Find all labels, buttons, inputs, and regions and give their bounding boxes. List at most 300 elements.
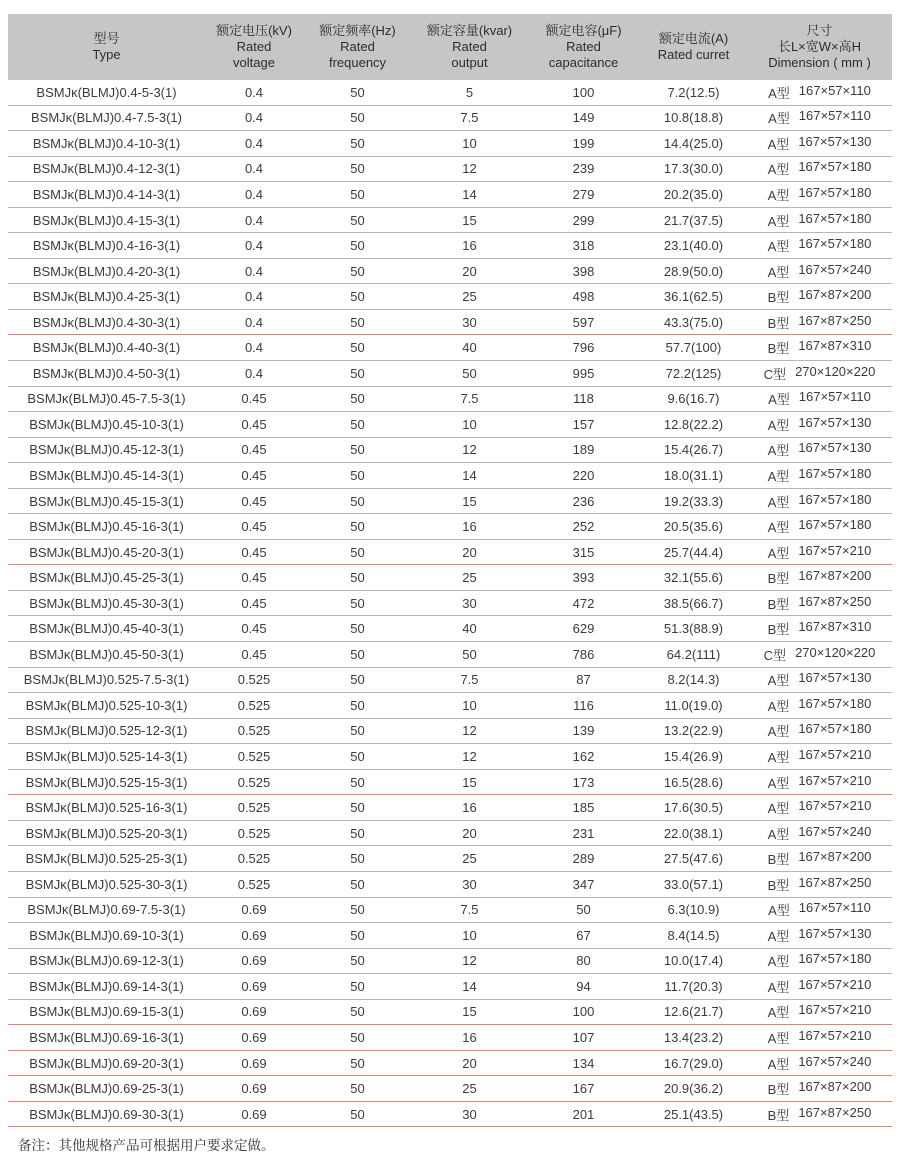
table-row xyxy=(8,642,892,668)
table-row xyxy=(8,1000,892,1026)
cell-type: BSMJĸ(BLMJ)0.525-25-3(1) xyxy=(25,851,188,867)
case-type-label: A型 xyxy=(767,468,790,484)
cell-current: 17.3(30.0) xyxy=(663,161,724,177)
table-row xyxy=(8,974,892,1000)
cell-voltage: 0.69 xyxy=(241,1081,267,1097)
cell-type: BSMJĸ(BLMJ)0.4-7.5-3(1) xyxy=(31,110,182,126)
case-type-label: B型 xyxy=(767,341,790,357)
table-row xyxy=(8,949,892,975)
cell-freq: 50 xyxy=(350,825,365,841)
case-type-label: A型 xyxy=(767,239,790,255)
cell-current: 15.4(26.9) xyxy=(663,748,724,764)
cell-output: 30 xyxy=(462,876,477,892)
table-row xyxy=(8,259,892,285)
dimension-value: 167×57×210 xyxy=(798,1002,872,1018)
cell-voltage: 0.69 xyxy=(241,927,267,943)
cell-freq: 50 xyxy=(350,1004,365,1020)
cell-dimension xyxy=(747,1028,892,1047)
cell-cap: 796 xyxy=(572,340,595,356)
cell-current: 20.2(35.0) xyxy=(663,186,724,202)
cell-voltage: 0.525 xyxy=(237,851,271,867)
cell-dimension xyxy=(747,747,892,766)
cell-output: 25 xyxy=(462,289,477,305)
cell-freq: 50 xyxy=(350,238,365,254)
case-type-label: A型 xyxy=(767,826,790,842)
cell-type: BSMJĸ(BLMJ)0.45-20-3(1) xyxy=(29,544,184,560)
cell-current: 72.2(125) xyxy=(665,365,722,381)
cell-current: 8.4(14.5) xyxy=(667,927,720,943)
cell-cap: 299 xyxy=(572,212,595,228)
cell-cap: 139 xyxy=(572,723,595,739)
cell-current: 16.5(28.6) xyxy=(663,774,724,790)
cell-dimension xyxy=(747,543,892,562)
cell-voltage: 0.4 xyxy=(244,186,264,202)
table-row xyxy=(8,412,892,438)
cell-freq: 50 xyxy=(350,927,365,943)
table-row xyxy=(8,693,892,719)
spec-table xyxy=(8,14,892,1154)
table-row xyxy=(8,157,892,183)
table-row xyxy=(8,821,892,847)
cell-type: BSMJĸ(BLMJ)0.4-5-3(1) xyxy=(36,84,177,100)
case-type-label: A型 xyxy=(767,1005,790,1021)
cell-voltage: 0.45 xyxy=(241,544,267,560)
cell-cap: 315 xyxy=(572,544,595,560)
cell-output: 15 xyxy=(462,212,477,228)
cell-current: 20.9(36.2) xyxy=(663,1081,724,1097)
cell-current: 28.9(50.0) xyxy=(663,263,724,279)
dimension-value: 167×87×250 xyxy=(798,593,872,609)
cell-freq: 50 xyxy=(350,953,365,969)
cell-current: 6.3(10.9) xyxy=(667,902,720,918)
cell-cap: 199 xyxy=(572,135,595,151)
dimension-value: 167×87×200 xyxy=(798,568,872,584)
cell-dimension xyxy=(747,83,892,102)
cell-type: BSMJĸ(BLMJ)0.45-10-3(1) xyxy=(29,416,184,432)
cell-output: 7.5 xyxy=(460,672,479,688)
cell-voltage: 0.525 xyxy=(237,723,271,739)
table-row xyxy=(8,1076,892,1102)
cell-output: 30 xyxy=(462,1106,477,1122)
cell-current: 27.5(47.6) xyxy=(663,851,724,867)
cell-type: BSMJĸ(BLMJ)0.525-7.5-3(1) xyxy=(23,672,190,688)
cell-dimension xyxy=(747,1079,892,1098)
cell-cap: 116 xyxy=(573,697,594,713)
cell-freq: 50 xyxy=(350,1106,365,1122)
cell-voltage: 0.525 xyxy=(237,800,271,816)
cell-output: 50 xyxy=(462,365,477,381)
cell-type: BSMJĸ(BLMJ)0.69-7.5-3(1) xyxy=(27,902,186,918)
cell-cap: 100 xyxy=(572,84,595,100)
cell-cap: 173 xyxy=(572,774,595,790)
cell-freq: 50 xyxy=(350,774,365,790)
cell-cap: 80 xyxy=(576,953,591,969)
cell-current: 22.0(38.1) xyxy=(663,825,724,841)
header-line: Dimension ( mm ) xyxy=(768,55,871,70)
dimension-value: 167×57×110 xyxy=(798,108,871,124)
cell-current: 57.7(100) xyxy=(665,340,722,356)
dimension-value: 167×57×180 xyxy=(798,184,872,200)
dimension-value: 167×57×130 xyxy=(798,925,872,941)
cell-dimension xyxy=(747,594,892,613)
header-line: Rated xyxy=(566,39,601,54)
header-col-dimension xyxy=(747,20,892,74)
cell-type: BSMJĸ(BLMJ)0.45-40-3(1) xyxy=(29,621,184,637)
header-line: 型号 xyxy=(93,31,120,46)
cell-output: 25 xyxy=(462,851,477,867)
cell-cap: 50 xyxy=(576,902,591,918)
cell-freq: 50 xyxy=(350,1030,365,1045)
cell-current: 15.4(26.7) xyxy=(663,442,724,458)
table-row xyxy=(8,361,892,387)
cell-freq: 50 xyxy=(350,442,365,458)
cell-cap: 220 xyxy=(572,467,595,483)
cell-output: 10 xyxy=(462,927,477,943)
cell-freq: 50 xyxy=(350,723,365,739)
table-row xyxy=(8,923,892,949)
cell-dimension xyxy=(747,849,892,868)
cell-output: 16 xyxy=(462,1030,477,1045)
table-row xyxy=(8,846,892,872)
cell-freq: 50 xyxy=(350,84,365,100)
table-row xyxy=(8,616,892,642)
table-row xyxy=(8,1025,892,1051)
cell-dimension xyxy=(747,440,892,459)
cell-freq: 50 xyxy=(350,110,365,126)
cell-output: 16 xyxy=(462,238,477,254)
cell-current: 12.8(22.2) xyxy=(663,416,724,432)
cell-current: 25.7(44.4) xyxy=(663,544,724,560)
header-col-capacitance xyxy=(527,20,640,74)
cell-current: 36.1(62.5) xyxy=(663,289,724,305)
cell-cap: 995 xyxy=(572,365,595,381)
cell-type: BSMJĸ(BLMJ)0.69-12-3(1) xyxy=(29,953,184,969)
header-line: Rated xyxy=(452,39,487,54)
dimension-value: 167×57×110 xyxy=(798,900,871,916)
cell-cap: 94 xyxy=(576,978,591,994)
cell-type: BSMJĸ(BLMJ)0.525-14-3(1) xyxy=(25,748,188,764)
case-type-label: B型 xyxy=(767,622,790,638)
dimension-value: 167×57×180 xyxy=(798,210,872,226)
dimension-value: 167×87×250 xyxy=(798,1104,872,1120)
table-header xyxy=(8,14,892,80)
cell-output: 12 xyxy=(462,723,477,739)
cell-dimension xyxy=(747,134,892,153)
cell-type: BSMJĸ(BLMJ)0.4-20-3(1) xyxy=(32,263,181,279)
cell-freq: 50 xyxy=(350,902,365,918)
cell-voltage: 0.45 xyxy=(241,467,267,483)
case-type-label: A型 xyxy=(767,264,790,280)
cell-cap: 100 xyxy=(572,1004,595,1020)
cell-output: 20 xyxy=(462,263,477,279)
case-type-label: B型 xyxy=(767,596,790,612)
cell-current: 17.6(30.5) xyxy=(663,800,724,816)
cell-freq: 50 xyxy=(350,212,365,228)
case-type-label: A型 xyxy=(767,928,790,944)
cell-type: BSMJĸ(BLMJ)0.45-25-3(1) xyxy=(29,570,184,586)
dimension-value: 270×120×220 xyxy=(795,363,876,379)
cell-current: 16.7(29.0) xyxy=(663,1055,724,1071)
cell-freq: 50 xyxy=(350,519,365,535)
cell-dimension xyxy=(747,415,892,434)
cell-freq: 50 xyxy=(350,467,365,483)
cell-freq: 50 xyxy=(350,161,365,177)
dimension-value: 167×87×200 xyxy=(798,287,872,303)
case-type-label: C型 xyxy=(763,647,787,663)
cell-output: 40 xyxy=(462,340,477,356)
case-type-label: A型 xyxy=(767,494,790,510)
cell-freq: 50 xyxy=(350,314,365,330)
header-col-current xyxy=(640,28,747,66)
header-line: 额定电容(μF) xyxy=(545,23,622,38)
table-row xyxy=(8,106,892,132)
cell-cap: 185 xyxy=(572,800,595,816)
table-row xyxy=(8,387,892,413)
cell-current: 20.5(35.6) xyxy=(663,519,724,535)
cell-output: 14 xyxy=(462,186,477,202)
table-row xyxy=(8,668,892,694)
table-row xyxy=(8,744,892,770)
table-row xyxy=(8,719,892,745)
cell-voltage: 0.69 xyxy=(241,902,267,918)
cell-voltage: 0.525 xyxy=(237,748,271,764)
cell-output: 14 xyxy=(462,978,477,994)
cell-current: 8.2(14.3) xyxy=(667,672,720,688)
cell-voltage: 0.69 xyxy=(241,953,267,969)
cell-freq: 50 xyxy=(350,570,365,586)
case-type-label: A型 xyxy=(768,903,790,919)
cell-type: BSMJĸ(BLMJ)0.4-15-3(1) xyxy=(32,212,181,228)
cell-voltage: 0.69 xyxy=(241,1106,267,1122)
header-line: 尺寸 xyxy=(806,23,833,38)
cell-output: 12 xyxy=(462,953,477,969)
cell-freq: 50 xyxy=(350,697,365,713)
cell-output: 7.5 xyxy=(460,391,479,407)
cell-dimension xyxy=(747,875,892,894)
table-row xyxy=(8,284,892,310)
cell-voltage: 0.4 xyxy=(244,314,264,330)
table-row xyxy=(8,1051,892,1077)
dimension-value: 167×57×210 xyxy=(798,542,872,558)
dimension-value: 167×57×180 xyxy=(798,951,872,967)
cell-voltage: 0.4 xyxy=(244,212,264,228)
cell-current: 43.3(75.0) xyxy=(663,314,724,330)
case-type-label: A型 xyxy=(767,187,790,203)
header-line: Rated curret xyxy=(657,47,730,62)
cell-current: 7.2(12.5) xyxy=(667,84,720,100)
cell-type: BSMJĸ(BLMJ)0.69-10-3(1) xyxy=(29,927,184,943)
case-type-label: A型 xyxy=(767,443,790,459)
cell-dimension xyxy=(747,236,892,255)
cell-type: BSMJĸ(BLMJ)0.69-15-3(1) xyxy=(29,1004,184,1020)
cell-voltage: 0.45 xyxy=(241,621,267,637)
dimension-value: 167×57×130 xyxy=(798,440,872,456)
cell-freq: 50 xyxy=(350,391,365,407)
case-type-label: A型 xyxy=(767,749,790,765)
cell-cap: 167 xyxy=(572,1081,595,1097)
cell-current: 10.0(17.4) xyxy=(663,953,724,969)
header-col-type xyxy=(8,28,205,66)
cell-output: 12 xyxy=(462,442,477,458)
cell-freq: 50 xyxy=(350,876,365,892)
cell-type: BSMJĸ(BLMJ)0.69-14-3(1) xyxy=(29,978,184,994)
cell-current: 23.1(40.0) xyxy=(663,238,724,254)
table-row xyxy=(8,591,892,617)
dimension-value: 167×57×180 xyxy=(798,236,872,252)
cell-type: BSMJĸ(BLMJ)0.45-7.5-3(1) xyxy=(27,391,186,407)
cell-type: BSMJĸ(BLMJ)0.4-40-3(1) xyxy=(32,340,181,356)
table-row xyxy=(8,131,892,157)
case-type-label: A型 xyxy=(767,520,790,536)
case-type-label: A型 xyxy=(767,979,790,995)
cell-freq: 50 xyxy=(350,646,365,662)
cell-output: 30 xyxy=(462,314,477,330)
cell-voltage: 0.4 xyxy=(244,110,264,126)
cell-freq: 50 xyxy=(350,186,365,202)
cell-voltage: 0.45 xyxy=(241,493,267,509)
header-line: 额定容量(kvar) xyxy=(426,23,513,38)
cell-cap: 629 xyxy=(572,621,595,637)
cell-dimension xyxy=(747,1105,892,1124)
cell-output: 20 xyxy=(462,544,477,560)
header-line: output xyxy=(451,55,488,70)
cell-current: 11.0(19.0) xyxy=(664,697,723,713)
table-row xyxy=(8,80,892,106)
cell-current: 25.1(43.5) xyxy=(663,1106,724,1122)
cell-voltage: 0.45 xyxy=(241,570,267,586)
cell-output: 15 xyxy=(462,493,477,509)
cell-type: BSMJĸ(BLMJ)0.69-25-3(1) xyxy=(29,1081,184,1097)
cell-type: BSMJĸ(BLMJ)0.525-20-3(1) xyxy=(25,825,188,841)
cell-dimension xyxy=(747,313,892,332)
case-type-label: A型 xyxy=(768,85,790,101)
dimension-value: 167×57×240 xyxy=(798,261,872,277)
table-row xyxy=(8,514,892,540)
cell-type: BSMJĸ(BLMJ)0.4-14-3(1) xyxy=(32,186,181,202)
footer-note: 备注：其他规格产品可根据用户要求定做。 xyxy=(18,1138,275,1154)
dimension-value: 167×57×130 xyxy=(798,414,872,430)
case-type-label: A型 xyxy=(767,1031,790,1046)
dimension-value: 167×87×310 xyxy=(798,338,872,354)
table-row xyxy=(8,540,892,566)
cell-freq: 50 xyxy=(350,978,365,994)
cell-voltage: 0.45 xyxy=(241,595,267,611)
header-line: Rated xyxy=(236,39,272,54)
case-type-label: A型 xyxy=(767,775,790,791)
cell-voltage: 0.525 xyxy=(237,825,271,841)
cell-freq: 50 xyxy=(350,135,365,151)
cell-dimension xyxy=(747,262,892,281)
cell-voltage: 0.4 xyxy=(244,135,264,151)
cell-freq: 50 xyxy=(350,289,365,305)
cell-current: 32.1(55.6) xyxy=(663,570,724,586)
cell-dimension xyxy=(747,721,892,740)
cell-voltage: 0.69 xyxy=(241,978,267,994)
case-type-label: C型 xyxy=(763,366,787,382)
dimension-value: 167×57×180 xyxy=(798,517,872,533)
cell-dimension xyxy=(747,798,892,817)
case-type-label: B型 xyxy=(767,852,790,868)
dimension-value: 167×87×200 xyxy=(798,849,872,865)
table-body xyxy=(8,80,892,1127)
table-row xyxy=(8,1102,892,1128)
cell-freq: 50 xyxy=(350,340,365,356)
table-row xyxy=(8,463,892,489)
dimension-value: 167×57×210 xyxy=(798,772,872,788)
table-row xyxy=(8,898,892,924)
case-type-label: B型 xyxy=(767,877,790,893)
case-type-label: A型 xyxy=(767,162,790,178)
cell-cap: 87 xyxy=(576,672,591,688)
cell-cap: 236 xyxy=(572,493,595,509)
cell-freq: 50 xyxy=(350,851,365,867)
dimension-value: 167×57×210 xyxy=(798,1028,872,1043)
dimension-value: 270×120×220 xyxy=(795,644,876,660)
cell-cap: 239 xyxy=(572,161,595,177)
cell-type: BSMJĸ(BLMJ)0.69-20-3(1) xyxy=(29,1055,184,1071)
case-type-label: A型 xyxy=(767,1056,790,1072)
cell-cap: 118 xyxy=(573,391,594,407)
cell-output: 7.5 xyxy=(460,110,479,126)
cell-dimension xyxy=(747,338,892,357)
cell-type: BSMJĸ(BLMJ)0.69-16-3(1) xyxy=(29,1030,184,1045)
header-col-frequency xyxy=(303,20,412,74)
cell-cap: 231 xyxy=(572,825,595,841)
cell-output: 10 xyxy=(462,135,477,151)
cell-freq: 50 xyxy=(350,365,365,381)
cell-current: 38.5(66.7) xyxy=(663,595,724,611)
header-col-output xyxy=(412,20,527,74)
cell-cap: 786 xyxy=(572,646,595,662)
cell-freq: 50 xyxy=(350,748,365,764)
cell-voltage: 0.45 xyxy=(241,519,267,535)
dimension-value: 167×57×110 xyxy=(798,82,871,98)
case-type-label: B型 xyxy=(767,1107,790,1123)
header-line: 额定频率(Hz) xyxy=(319,23,396,38)
cell-current: 21.7(37.5) xyxy=(663,212,724,228)
cell-type: BSMJĸ(BLMJ)0.45-50-3(1) xyxy=(29,646,184,662)
cell-output: 5 xyxy=(465,84,474,100)
dimension-value: 167×57×180 xyxy=(798,491,872,507)
dimension-value: 167×57×180 xyxy=(798,159,872,175)
cell-output: 25 xyxy=(462,570,477,586)
cell-current: 10.8(18.8) xyxy=(663,110,724,126)
cell-current: 13.2(22.9) xyxy=(663,723,724,739)
cell-cap: 318 xyxy=(572,238,595,254)
header-line: Rated xyxy=(340,39,375,54)
cell-cap: 279 xyxy=(572,186,595,202)
cell-dimension xyxy=(747,389,892,408)
dimension-value: 167×87×200 xyxy=(798,1079,872,1095)
cell-cap: 472 xyxy=(572,595,595,611)
case-type-label: A型 xyxy=(767,545,790,561)
cell-voltage: 0.525 xyxy=(237,672,271,688)
case-type-label: A型 xyxy=(768,392,790,408)
dimension-value: 167×57×110 xyxy=(798,389,871,405)
cell-type: BSMJĸ(BLMJ)0.45-14-3(1) xyxy=(29,467,184,483)
cell-freq: 50 xyxy=(350,544,365,560)
case-type-label: A型 xyxy=(767,136,790,152)
header-line: voltage xyxy=(233,55,275,70)
cell-dimension xyxy=(747,185,892,204)
cell-dimension xyxy=(747,977,892,996)
cell-voltage: 0.4 xyxy=(244,365,264,381)
cell-type: BSMJĸ(BLMJ)0.69-30-3(1) xyxy=(29,1106,184,1122)
table-row xyxy=(8,310,892,336)
cell-type: BSMJĸ(BLMJ)0.525-30-3(1) xyxy=(25,876,188,892)
dimension-value: 167×87×250 xyxy=(798,874,872,890)
cell-current: 19.2(33.3) xyxy=(663,493,724,509)
